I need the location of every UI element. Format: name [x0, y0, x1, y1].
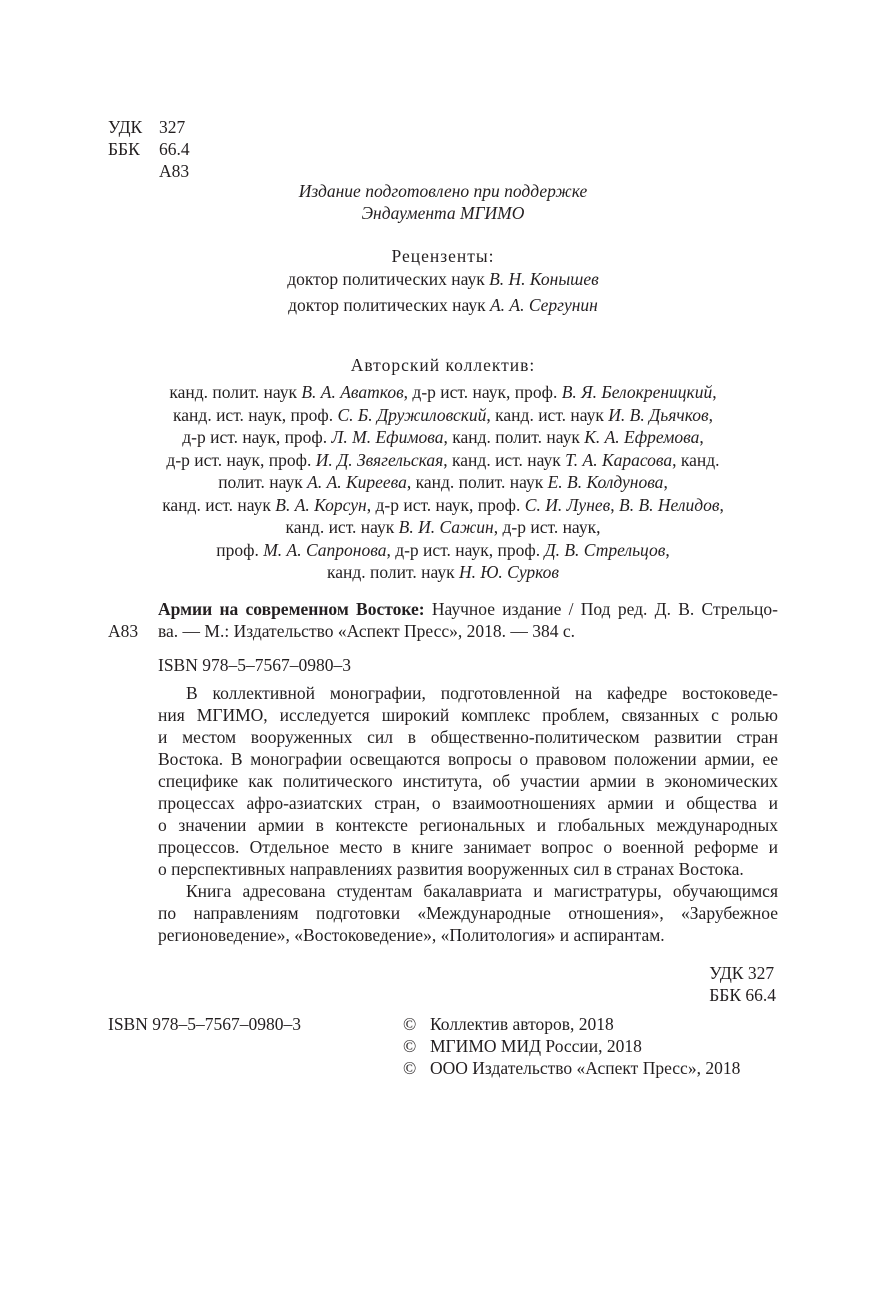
abstract-p1-line: и местом вооруженных сил в общественно-политическом развитии стран: [158, 727, 778, 747]
book-entry-line1-rest: Научное издание / Под ред. Д. В. Стрельцо-: [424, 599, 778, 619]
copyright-holder: МГИМО МИД России, 2018: [430, 1036, 642, 1056]
abstract-p1-line: Востока. В монографии освещаются вопросы о правовом положении армии, ее: [158, 749, 778, 769]
author-degree: канд. ист. наук, проф.: [173, 404, 338, 425]
author-name: С. И. Лунев: [524, 494, 611, 515]
author-degree: д-р ист. наук, проф.: [182, 427, 332, 447]
copyright-line: [403, 1013, 740, 1035]
authors-heading: Авторский коллектив:: [350, 355, 536, 375]
copyright-line: [403, 1057, 740, 1079]
abstract-p1-line: В коллективной монографии, подготовленной на кафедре востоковеде-: [186, 683, 778, 703]
author-name: И. Д. Звягельская: [315, 449, 444, 470]
authors-line: [0, 539, 886, 562]
authors-line: [0, 471, 886, 494]
abstract-p1-line: о значении армии в контексте региональных и глобальных международных: [158, 815, 778, 835]
abstract-p1-line: специфике как политического института, об участии армии в экономических: [158, 771, 778, 791]
authors-line: [0, 449, 886, 472]
reviewer-2: [0, 294, 886, 316]
author-degree: ,: [708, 404, 713, 425]
reviewer-1-degree: доктор политических наук: [287, 269, 485, 289]
author-name: А. А. Киреева: [307, 472, 407, 492]
abstract-p2-line: по направлениям подготовки «Международные отношения», «Зарубежное: [158, 903, 778, 923]
reviewer-2-degree: доктор политических наук: [288, 295, 486, 315]
author-degree: , канд. полит. наук: [406, 472, 548, 492]
book-author-mark: А83: [108, 621, 139, 641]
author-degree: полит. наук: [218, 472, 308, 492]
footer-classification: [709, 962, 776, 1006]
book-entry-line2: ва. — М.: Издательство «Аспект Пресс», 2018. — 384 с.: [158, 621, 576, 641]
reviewer-2-name: А. А. Сергунин: [489, 295, 598, 315]
author-name: М. А. Сапронова: [263, 539, 387, 560]
reviewer-1: [0, 268, 886, 290]
copyright-holder: Коллектив авторов, 2018: [430, 1014, 614, 1034]
book-entry: [158, 598, 778, 642]
classification-block: [108, 116, 190, 182]
author-name: В. В. Нелидов: [619, 494, 720, 515]
copyright-line: [403, 1035, 740, 1057]
author-degree: , канд. полит. наук: [443, 427, 585, 447]
author-name: Н. Ю. Сурков: [458, 562, 559, 582]
author-degree: , д-р ист. наук, проф.: [366, 494, 525, 515]
author-degree: , д-р ист. наук, проф.: [403, 382, 562, 402]
copyright-symbol: ©: [403, 1058, 417, 1078]
support-note-line2: Эндаумента МГИМО: [361, 203, 525, 223]
udk-value: 327: [159, 117, 186, 137]
udk-label: УДК: [108, 117, 143, 137]
copyright-block: [403, 1013, 740, 1079]
abstract: [158, 682, 778, 946]
author-degree: канд. ист. наук: [285, 517, 399, 537]
abstract-p1-line: ния МГИМО, исследуется широкий комплекс проблем, связанных с ролью: [158, 705, 778, 725]
copyright-holder: ООО Издательство «Аспект Пресс», 2018: [430, 1058, 741, 1078]
authors-line: [0, 516, 886, 539]
author-degree: ,: [663, 472, 668, 492]
author-name: Д. В. Стрельцов: [544, 539, 666, 560]
author-degree: ,: [699, 427, 704, 447]
copyright-symbol: ©: [403, 1014, 417, 1034]
author-name: С. Б. Дружиловский: [337, 404, 487, 425]
support-note-line1: Издание подготовлено при поддержке: [298, 181, 588, 201]
footer-isbn: ISBN 978–5–7567–0980–3: [108, 1014, 301, 1034]
abstract-p1-line: процессах афро-азиатских стран, о взаимоотношениях армии и общества и: [158, 793, 778, 813]
bbk-value: 66.4: [159, 139, 190, 159]
author-degree: ,: [665, 539, 670, 560]
author-degree: д-р ист. наук, проф.: [166, 449, 316, 470]
authors-line: [0, 494, 886, 517]
author-degree: канд. ист. наук: [162, 494, 276, 515]
authors-line: [0, 561, 886, 584]
book-isbn: ISBN 978–5–7567–0980–3: [158, 655, 351, 675]
reviewers-heading: Рецензенты:: [391, 246, 495, 266]
author-degree: , канд. ист. наук: [486, 404, 609, 425]
author-name: В. Я. Белокреницкий: [561, 382, 713, 402]
author-degree: , д-р ист. наук,: [493, 517, 601, 537]
author-name: Л. М. Ефимова: [331, 427, 444, 447]
author-degree: , канд. ист. наук: [443, 449, 566, 470]
author-degree: канд. полит. наук: [169, 382, 302, 402]
bbk-label: ББК: [108, 139, 140, 159]
copyright-symbol: ©: [403, 1036, 417, 1056]
author-name: В. И. Сажин: [398, 517, 494, 537]
authors-line: [0, 426, 886, 449]
support-note: [0, 180, 886, 224]
author-name: В. А. Аватков: [301, 382, 404, 402]
authors-line: [0, 381, 886, 404]
author-name: Т. А. Карасова: [565, 449, 673, 470]
author-name: В. А. Корсун: [275, 494, 367, 515]
authors-line: [0, 404, 886, 427]
reviewer-1-name: В. Н. Конышев: [489, 269, 599, 289]
author-degree: канд. полит. наук: [327, 562, 459, 582]
author-degree: , д-р ист. наук, проф.: [386, 539, 545, 560]
abstract-p2-line: Книга адресована студентам бакалавриата и магистратуры, обучающимся: [186, 881, 778, 901]
author-name: Е. В. Колдунова: [547, 472, 664, 492]
author-degree: ,: [610, 494, 619, 515]
abstract-p1-line: о перспективных направлениях развития вооруженных сил в странах Востока.: [158, 859, 744, 879]
abstract-p1-line: процессов. Отдельное место в книге занимает вопрос о военной реформе и: [158, 837, 778, 857]
author-degree: ,: [712, 382, 717, 402]
author-mark: А83: [159, 161, 190, 181]
book-entry-line1: [158, 598, 778, 620]
footer-udk: УДК 327: [709, 963, 775, 983]
author-degree: ,: [719, 494, 724, 515]
author-degree: проф.: [216, 539, 264, 560]
author-name: И. В. Дьячков: [608, 404, 709, 425]
footer-bbk: ББК 66.4: [709, 985, 776, 1005]
authors-list: [0, 381, 886, 584]
author-degree: , канд.: [672, 449, 720, 470]
author-name: К. А. Ефремова: [584, 427, 700, 447]
abstract-p2-line: регионоведение», «Востоковедение», «Политология» и аспирантам.: [158, 925, 665, 945]
book-title: Армии на современном Востоке:: [158, 599, 425, 619]
